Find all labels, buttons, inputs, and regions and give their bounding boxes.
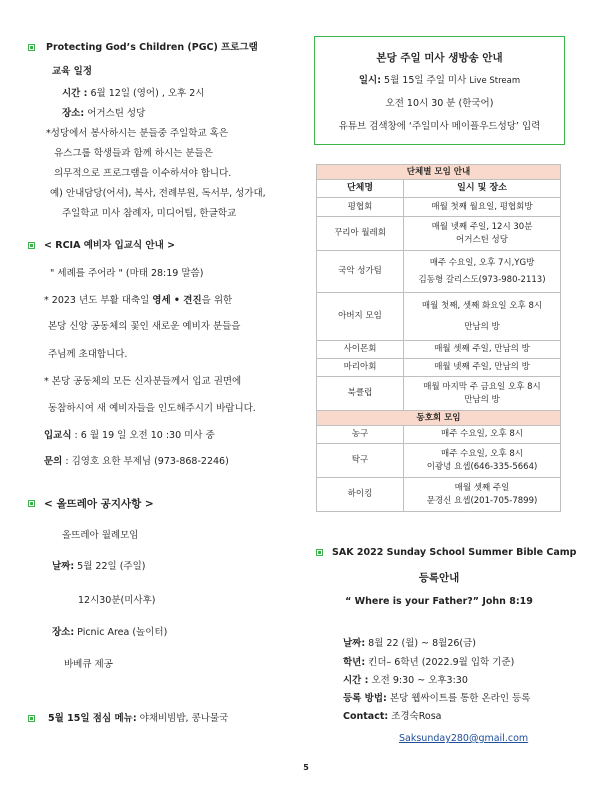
table-row xyxy=(317,444,561,478)
group-info-line: 만남의 방 xyxy=(464,321,500,332)
pgc-time-label: 시간 : xyxy=(62,88,88,99)
olulea-place-value: Picnic Area (놀이터) xyxy=(74,627,168,638)
pgc-title: Protecting God’s Children (PGC) 프로그램 xyxy=(46,42,258,53)
page-number: 5 xyxy=(303,763,309,772)
camp-email-link[interactable]: Saksunday280@gmail.com xyxy=(399,733,529,744)
camp-contact-value: 조경숙Rosa xyxy=(388,711,442,722)
group-name: 국악 성가팀 xyxy=(317,251,404,293)
olulea-place-label: 장소: xyxy=(52,627,75,638)
table-row xyxy=(317,359,561,377)
olulea-time: 12시30분(미사후) xyxy=(78,595,156,606)
camp-verse: “ Where is your Father?” John 8:19 xyxy=(345,596,533,607)
club-info-line: 매주 수요일, 오후 8시 xyxy=(441,449,523,460)
group-info xyxy=(404,377,561,411)
group-name: 아버지 모임 xyxy=(317,293,404,341)
pgc-place-value: 어거스틴 성당 xyxy=(87,108,146,119)
bullet-icon xyxy=(28,242,35,249)
rcia-line: 본당 신앙 공동체의 꽃인 새로운 예비자 분들을 xyxy=(48,321,241,332)
olulea-meeting: 올뜨레아 월례모임 xyxy=(62,530,139,541)
rcia-contact-label: 문의 xyxy=(44,456,63,467)
lunch-menu xyxy=(48,713,228,724)
rcia-line: 주님께 초대합니다. xyxy=(48,349,128,360)
camp-date xyxy=(343,638,476,649)
olulea-bbq: 바베큐 제공 xyxy=(64,659,113,670)
club-name: 농구 xyxy=(317,426,404,444)
group-info-line: 매월 첫째, 셋째 화요일 오후 8시 xyxy=(421,301,543,312)
table-row xyxy=(317,377,561,411)
rcia-contact-value: : 김영호 요한 부제님 (973-868-2246) xyxy=(62,456,229,467)
club-info: 매주 수요일, 오후 8시 xyxy=(404,426,561,444)
pgc-line: 예) 안내담당(어셔), 복사, 전례부원, 독서부, 성가대, xyxy=(50,188,266,199)
group-name: 사이몬회 xyxy=(317,341,404,359)
group-info: 매월 넷째 주일, 만남의 방 xyxy=(404,359,561,377)
club-info-line: 이광녕 요셉(646-335-5664) xyxy=(426,461,538,472)
camp-grade xyxy=(343,657,514,668)
table-row xyxy=(317,426,561,444)
camp-grade-value: 킨더– 6학년 (2022.9월 입학 기준) xyxy=(365,657,515,668)
lunch-label: 5월 15일 점심 메뉴: xyxy=(48,713,137,724)
olulea-date-value: 5월 22일 (주일) xyxy=(74,561,146,572)
camp-grade-label: 학년: xyxy=(343,657,366,668)
group-info: 매월 첫째 월요일, 평협회방 xyxy=(404,198,561,217)
camp-time xyxy=(343,675,468,686)
rcia-line: 동참하시여 새 예비자들을 인도해주시기 바랍니다. xyxy=(48,403,256,414)
group-info-line: 매주 수요일, 오후 7시,YG방 xyxy=(429,257,535,268)
rcia-line: * 본당 공동체의 모든 신자분들께서 입교 권면에 xyxy=(44,376,242,387)
col-header-name: 단체명 xyxy=(317,180,404,198)
camp-subtitle: 등록안내 xyxy=(418,572,460,584)
table-row xyxy=(317,217,561,251)
club-info-line: 매월 셋째 주일 xyxy=(454,483,510,494)
group-name: 평협회 xyxy=(317,198,404,217)
camp-title: SAK 2022 Sunday School Summer Bible Camp xyxy=(332,547,577,558)
club-info xyxy=(404,478,561,512)
group-name: 꾸리아 월레회 xyxy=(317,217,404,251)
rcia-line1 xyxy=(44,295,232,306)
camp-registration xyxy=(343,693,530,704)
pgc-line: 유스그룹 학생들과 함께 하시는 분들은 xyxy=(54,148,213,159)
club-info-line: 문경신 요셉(201-705-7899) xyxy=(426,495,538,506)
rcia-line1-bold: 영세 • 견진 xyxy=(152,295,202,306)
rcia-ceremony-value: : 6 월 19 일 오전 10 :30 미사 중 xyxy=(71,430,215,441)
rcia-line1-pre: * 2023 년도 부활 대축일 xyxy=(44,295,153,306)
group-info: 매월 셋째 주일, 만남의 방 xyxy=(404,341,561,359)
pgc-place-label: 장소: xyxy=(62,108,85,119)
groups-table xyxy=(316,164,561,512)
camp-reg-label: 등록 방법: xyxy=(343,693,387,704)
olulea-date xyxy=(52,561,145,572)
table-row xyxy=(317,198,561,217)
live-date-value: 5월 15일 주일 미사 xyxy=(381,75,470,86)
rcia-ceremony-label: 입교식 xyxy=(44,430,72,441)
rcia-ceremony xyxy=(44,430,215,441)
group-info xyxy=(404,293,561,341)
camp-time-value: 오전 9:30 ~ 오후3:30 xyxy=(368,675,468,686)
bullet-icon xyxy=(28,715,35,722)
bullet-icon xyxy=(28,44,35,51)
olulea-title: < 올뜨레아 공지사항 > xyxy=(44,498,154,510)
rcia-line1-post: 을 위한 xyxy=(201,295,233,306)
olulea-date-label: 날짜: xyxy=(52,561,75,572)
pgc-subtitle: 교육 일정 xyxy=(52,66,93,77)
olulea-place xyxy=(52,627,167,638)
camp-reg-value: 본당 웹싸이트를 통한 온라인 등록 xyxy=(386,693,531,704)
pgc-line: 주일학교 미사 참례자, 미디어팀, 한글학교 xyxy=(62,208,237,219)
rcia-title: < RCIA 예비자 입교식 안내 > xyxy=(44,240,176,251)
group-name: 북클럽 xyxy=(317,377,404,411)
camp-date-label: 날짜: xyxy=(343,638,366,649)
camp-contact xyxy=(343,711,442,722)
live-date xyxy=(315,75,564,86)
group-info-line: 어거스틴 성당 xyxy=(456,234,508,245)
group-info-line: 매월 마지막 주 금요일 오후 8시 xyxy=(423,382,541,393)
group-info xyxy=(404,217,561,251)
camp-time-label: 시간 : xyxy=(343,675,369,686)
live-stream-box xyxy=(314,36,565,145)
pgc-line: *성당에서 봉사하시는 분들중 주일학교 혹은 xyxy=(46,128,229,139)
live-stream-text: Live Stream xyxy=(469,76,521,86)
clubs-title: 동호회 모임 xyxy=(317,411,561,426)
pgc-time-value: 6월 12일 (영어) , 오후 2시 xyxy=(90,88,205,99)
bullet-icon xyxy=(316,549,323,556)
rcia-contact xyxy=(44,456,229,467)
bullet-icon xyxy=(28,500,35,507)
table-row xyxy=(317,293,561,341)
group-info-line: 김동형 갈리스도(973-980-2113) xyxy=(418,275,546,285)
live-date-label: 일시: xyxy=(358,75,382,86)
live-time: 오전 10시 30 분 (한국어) xyxy=(385,98,494,109)
group-info-line: 만남의 방 xyxy=(464,394,500,405)
lunch-value: 야채비빔밥, 콩나물국 xyxy=(136,713,229,724)
pgc-time xyxy=(62,88,204,99)
group-info xyxy=(404,251,561,293)
camp-date-value: 8월 22 (월) ~ 8월26(금) xyxy=(365,638,477,649)
table-row xyxy=(317,478,561,512)
table-row xyxy=(317,341,561,359)
rcia-quote: " 세례를 주어라 " (마태 28:19 말씀) xyxy=(50,268,204,279)
club-info xyxy=(404,444,561,478)
club-name: 하이킹 xyxy=(317,478,404,512)
club-name: 탁구 xyxy=(317,444,404,478)
camp-contact-label: Contact: xyxy=(343,711,389,722)
group-info-line: 매월 넷째 주일, 12시 30분 xyxy=(431,222,533,233)
groups-title: 단체별 모임 안내 xyxy=(317,165,561,180)
group-name: 마리아회 xyxy=(317,359,404,377)
pgc-line: 의무적으로 프로그램을 이수하셔야 합니다. xyxy=(54,168,232,179)
live-youtube: 유튜브 검색창에 ‘주일미사 메이플우드성당’ 입력 xyxy=(338,121,541,132)
table-row xyxy=(317,251,561,293)
live-title: 본당 주일 미사 생방송 안내 xyxy=(376,52,503,64)
pgc-place xyxy=(62,108,145,119)
col-header-info: 일시 및 장소 xyxy=(404,180,561,198)
